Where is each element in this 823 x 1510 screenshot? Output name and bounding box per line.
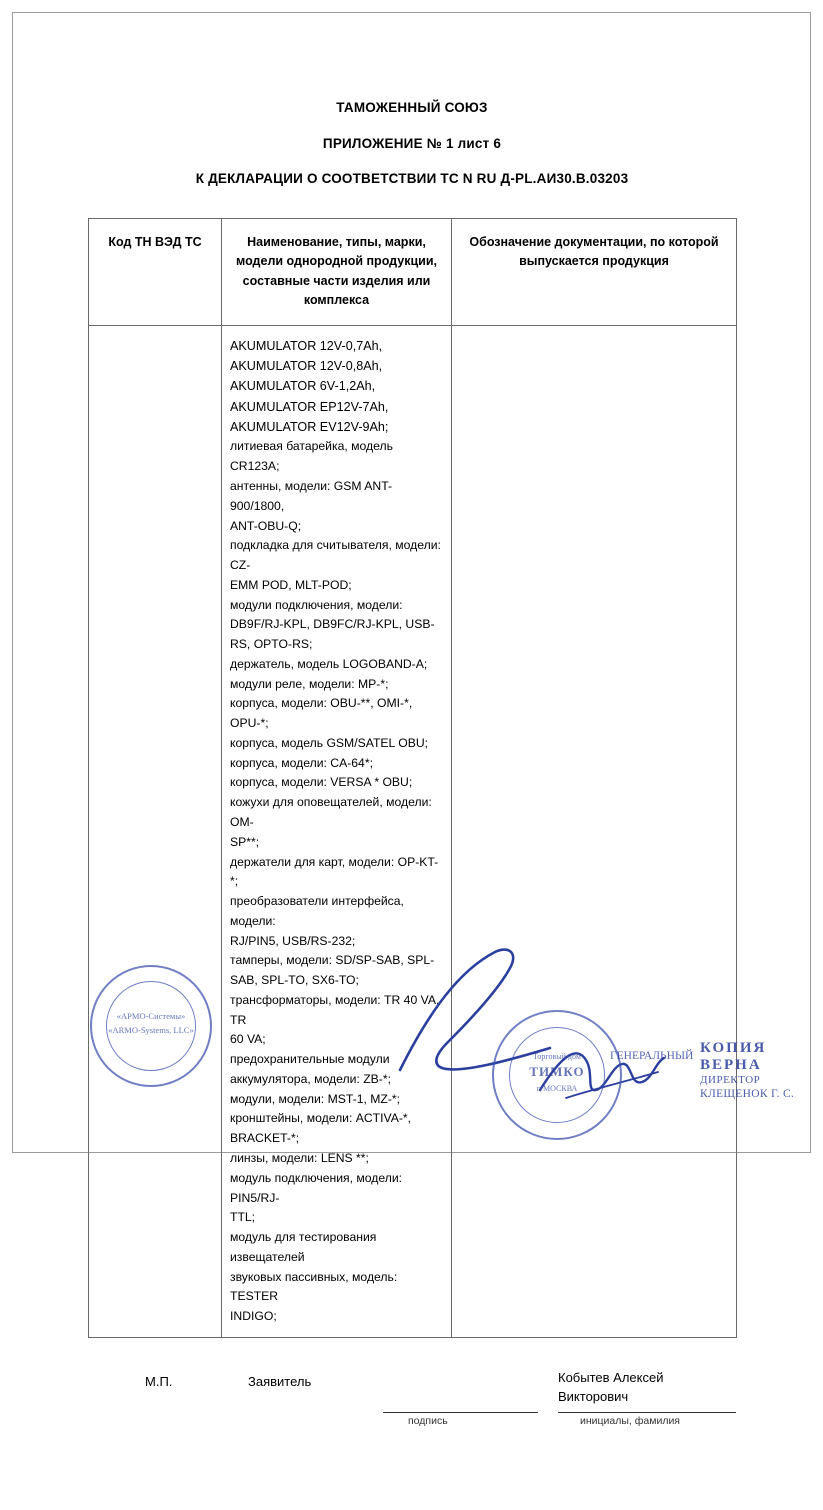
applicant-label: Заявитель bbox=[248, 1373, 312, 1389]
list-item: AKUMULATOR EP12V-7Ah, bbox=[230, 399, 389, 414]
list-item: подкладка для считывателя, модели: CZ- bbox=[230, 538, 441, 573]
list-item: модули подключения, модели: bbox=[230, 597, 403, 612]
signature-block bbox=[88, 1360, 736, 1510]
list-item: линзы, модели: LENS **; bbox=[230, 1151, 369, 1166]
stamp-copy-line4: КЛЕЩЕНОК Г. С. bbox=[700, 1088, 795, 1100]
list-item: корпуса, модели: VERSA * OBU; bbox=[230, 775, 413, 790]
list-item: держатель, модель LOGOBAND-A; bbox=[230, 656, 428, 671]
signer-name-line2: Викторович bbox=[558, 1389, 629, 1405]
stamp-timko-line3: г. МОСКВА bbox=[536, 1084, 578, 1093]
table-header-row bbox=[89, 219, 737, 326]
mp-label: М.П. bbox=[145, 1373, 173, 1389]
list-item: SAB, SPL-TO, SX6-TO; bbox=[230, 973, 359, 988]
list-item: BRACKET-*; bbox=[230, 1131, 300, 1146]
doc-title-line1: ТАМОЖЕННЫЙ СОЮЗ bbox=[336, 100, 488, 115]
stamp-armo-line1: «АРМО-Системы» bbox=[116, 1011, 186, 1021]
list-item: звуковых пассивных, модель: TESTER bbox=[230, 1269, 398, 1304]
list-item: RS, OPTO-RS; bbox=[230, 637, 313, 652]
list-item: AKUMULATOR 6V-1,2Ah, bbox=[230, 379, 376, 394]
list-item: кронштейны, модели: ACTIVA-*, bbox=[230, 1111, 412, 1126]
stamp-timko-line2: ТИМКО bbox=[529, 1064, 585, 1079]
initials-caption: инициалы, фамилия bbox=[580, 1414, 680, 1427]
column-header-product: Наименование, типы, марки, модели однородной продукции, составные части изделия или комплекса bbox=[222, 219, 452, 326]
stamp-gen-director: ГЕНЕРАЛЬНЫЙ bbox=[610, 1050, 694, 1062]
list-item: EMM POD, MLT-POD; bbox=[230, 577, 352, 592]
list-item: AKUMULATOR EV12V-9Ah; bbox=[230, 420, 389, 435]
list-item: TTL; bbox=[230, 1210, 256, 1225]
cell-documentation bbox=[452, 325, 737, 1337]
cell-code bbox=[89, 325, 222, 1337]
list-item: антенны, модели: GSM ANT-900/1800, bbox=[230, 478, 393, 513]
list-item: модули, модели: MST-1, MZ-*; bbox=[230, 1091, 401, 1106]
stamp-copy-line1: КОПИЯ bbox=[700, 1040, 767, 1056]
stamp-timko-line1: Торговый дом bbox=[533, 1052, 581, 1061]
list-item: аккумулятора, модели: ZB-*; bbox=[230, 1071, 391, 1086]
list-item: DB9F/RJ-KPL, DB9FC/RJ-KPL, USB- bbox=[230, 617, 435, 632]
list-item: корпуса, модели: OBU-**, OMI-*, OPU-*; bbox=[230, 696, 413, 731]
list-item: корпуса, модель GSM/SATEL OBU; bbox=[230, 735, 429, 750]
initials-line bbox=[558, 1412, 736, 1413]
list-item: модуль для тестирования извещателей bbox=[230, 1230, 377, 1264]
signature-line bbox=[383, 1412, 538, 1413]
list-item: SP**; bbox=[230, 834, 260, 849]
doc-title-line2: ПРИЛОЖЕНИЕ № 1 лист 6 bbox=[322, 136, 502, 151]
list-item: 60 VA; bbox=[230, 1032, 266, 1047]
signature-caption: подпись bbox=[408, 1414, 448, 1427]
list-item: RJ/PIN5, USB/RS-232; bbox=[230, 933, 356, 948]
stamp-copy-verified bbox=[700, 1040, 820, 1100]
list-item: INDIGO; bbox=[230, 1309, 277, 1324]
stamp-copy-line2: ВЕРНА bbox=[700, 1057, 762, 1073]
list-item: преобразователи интерфейса, модели: bbox=[230, 894, 404, 928]
table-row bbox=[89, 325, 737, 1337]
list-item: литиевая батарейка, модель CR123A; bbox=[230, 439, 393, 474]
doc-title-line3: К ДЕКЛАРАЦИИ О СООТВЕТСТВИИ ТС N RU Д-PL.АИ30.В.03203 bbox=[195, 171, 629, 186]
document-content bbox=[88, 100, 736, 1510]
list-item: модуль подключения, модели: PIN5/RJ- bbox=[230, 1170, 403, 1205]
list-item: ANT-OBU-Q; bbox=[230, 518, 302, 533]
cell-product-list bbox=[222, 325, 452, 1337]
list-item: модули реле, модели: MP-*; bbox=[230, 676, 389, 691]
list-item: корпуса, модели: CA-64*; bbox=[230, 755, 373, 770]
list-item: держатели для карт, модели: OP-KT-*; bbox=[230, 854, 439, 889]
stamp-copy-line3: ДИРЕКТОР bbox=[700, 1074, 761, 1086]
list-item: AKUMULATOR 12V-0,8Ah, bbox=[230, 358, 383, 373]
list-item: трансформаторы, модели: TR 40 VA, TR bbox=[230, 992, 440, 1027]
list-item: предохранительные модули bbox=[230, 1052, 390, 1067]
signer-name bbox=[558, 1368, 758, 1407]
product-table bbox=[88, 218, 737, 1338]
list-item: тамперы, модели: SD/SP-SAB, SPL- bbox=[230, 953, 435, 968]
column-header-documentation: Обозначение документации, по которой выпускается продукция bbox=[452, 219, 737, 326]
stamp-armo-line2: «ARMO-Systems, LLC» bbox=[108, 1025, 194, 1035]
list-item: AKUMULATOR 12V-0,7Ah, bbox=[230, 338, 383, 353]
column-header-code: Код ТН ВЭД ТС bbox=[89, 219, 222, 326]
signer-name-line1: Кобытев Алексей bbox=[558, 1369, 664, 1385]
list-item: кожухи для оповещателей, модели: OM- bbox=[230, 795, 432, 829]
